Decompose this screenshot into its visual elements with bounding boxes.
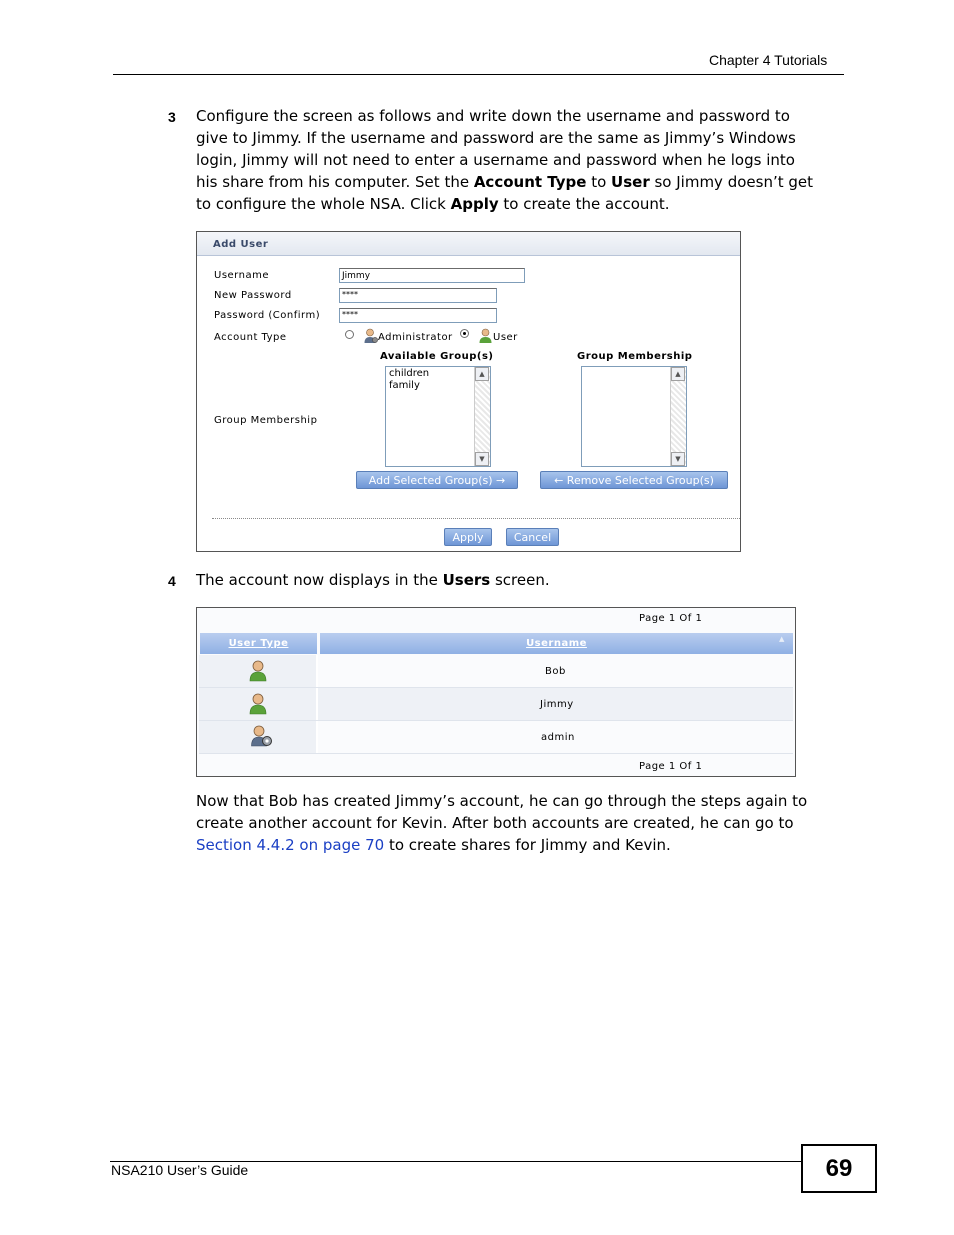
username-cell: Bob [545, 666, 566, 677]
group-membership-scrollbar[interactable] [670, 367, 686, 466]
text-run: The account now displays in the [196, 571, 443, 589]
apply-button[interactable]: Apply [444, 528, 492, 546]
scroll-up-arrow-icon[interactable]: ▲ [671, 367, 685, 381]
username-cell: admin [541, 732, 575, 743]
text-run: to configure the whole NSA. Click [196, 195, 451, 213]
scroll-down-arrow-icon[interactable]: ▼ [475, 452, 489, 466]
administrator-radio[interactable] [345, 330, 354, 339]
step-3-line [196, 171, 856, 193]
step-4-text [196, 569, 550, 591]
closing-paragraph [196, 790, 856, 856]
bold-user: User [611, 173, 650, 191]
add-user-screenshot [196, 231, 741, 552]
step-3-line [196, 193, 856, 215]
bold-account-type: Account Type [473, 173, 587, 191]
user-type-cell [199, 721, 318, 753]
new-password-label: New Password [214, 290, 292, 301]
username-label: Username [214, 270, 269, 281]
closing-line [196, 834, 856, 856]
user-type-cell [199, 688, 318, 720]
page-indicator-bottom: Page 1 Of 1 [639, 761, 703, 772]
scroll-down-arrow-icon[interactable]: ▼ [671, 452, 685, 466]
guide-title: NSA210 User’s Guide [111, 1162, 249, 1178]
user-icon [479, 328, 492, 344]
table-row[interactable] [199, 721, 793, 754]
column-header-user-type[interactable]: User Type [200, 633, 317, 654]
add-selected-groups-button[interactable]: Add Selected Group(s) → [356, 471, 518, 489]
chapter-header: Chapter 4 Tutorials [709, 52, 828, 68]
text-run: to create shares for Jimmy and Kevin. [384, 836, 671, 854]
text-run: screen. [490, 571, 550, 589]
user-icon [249, 660, 267, 682]
table-row[interactable] [199, 655, 793, 688]
add-user-title: Add User [213, 239, 269, 250]
page-indicator-top: Page 1 Of 1 [639, 613, 703, 624]
available-groups-heading: Available Group(s) [380, 351, 494, 362]
step-3-line: Configure the screen as follows and write down the username and password to [196, 107, 790, 125]
sort-arrow-icon[interactable]: ▲ [779, 635, 785, 643]
scroll-up-arrow-icon[interactable]: ▲ [475, 367, 489, 381]
cancel-button[interactable]: Cancel [506, 528, 559, 546]
step-4-number: 4 [168, 573, 176, 589]
bold-users: Users [442, 571, 491, 589]
table-row[interactable] [199, 688, 793, 721]
header-rule [113, 74, 844, 75]
user-option-label: User [493, 332, 518, 343]
text-run: to create the account. [498, 195, 670, 213]
administrator-icon [364, 328, 378, 344]
administrator-option-label: Administrator [378, 332, 453, 343]
admin-icon [251, 725, 273, 747]
step-3-line: login, Jimmy will not need to enter a username and password when he logs into [196, 151, 795, 169]
step-3-text [196, 105, 856, 215]
column-header-username[interactable]: Username [320, 633, 793, 654]
group-membership-heading: Group Membership [577, 351, 693, 362]
section-link[interactable]: Section 4.4.2 on page 70 [196, 836, 385, 854]
user-radio[interactable] [460, 329, 469, 338]
list-item[interactable]: family [389, 380, 420, 391]
remove-selected-groups-button[interactable]: ← Remove Selected Group(s) [540, 471, 728, 489]
new-password-input[interactable]: **** [339, 288, 497, 303]
available-groups-list[interactable] [385, 366, 491, 467]
add-user-title-bar [197, 232, 740, 256]
account-type-label: Account Type [214, 332, 287, 343]
text-run: so Jimmy doesn’t get [649, 173, 814, 191]
username-cell: Jimmy [540, 699, 574, 710]
page-number: 69 [801, 1144, 877, 1193]
bold-apply: Apply [450, 195, 499, 213]
closing-line: Now that Bob has created Jimmy’s account, he can go through the steps again to [196, 792, 808, 810]
user-icon [249, 693, 267, 715]
users-screenshot [196, 607, 796, 777]
closing-line: create another account for Kevin. After both accounts are created, he can go to [196, 814, 794, 832]
text-run: his share from his computer. Set the [196, 173, 474, 191]
available-groups-scrollbar[interactable] [474, 367, 490, 466]
list-item[interactable]: children [389, 368, 430, 379]
step-3-line: give to Jimmy. If the username and password are the same as Jimmy’s Windows [196, 129, 796, 147]
group-membership-label: Group Membership [214, 415, 318, 426]
user-type-cell [199, 655, 318, 687]
password-confirm-input[interactable]: **** [339, 308, 497, 323]
text-run: to [586, 173, 612, 191]
group-membership-list[interactable] [581, 366, 687, 467]
password-confirm-label: Password (Confirm) [214, 310, 321, 321]
dotted-divider [212, 518, 740, 519]
step-3-number: 3 [168, 109, 176, 125]
username-input[interactable]: Jimmy [339, 268, 525, 283]
